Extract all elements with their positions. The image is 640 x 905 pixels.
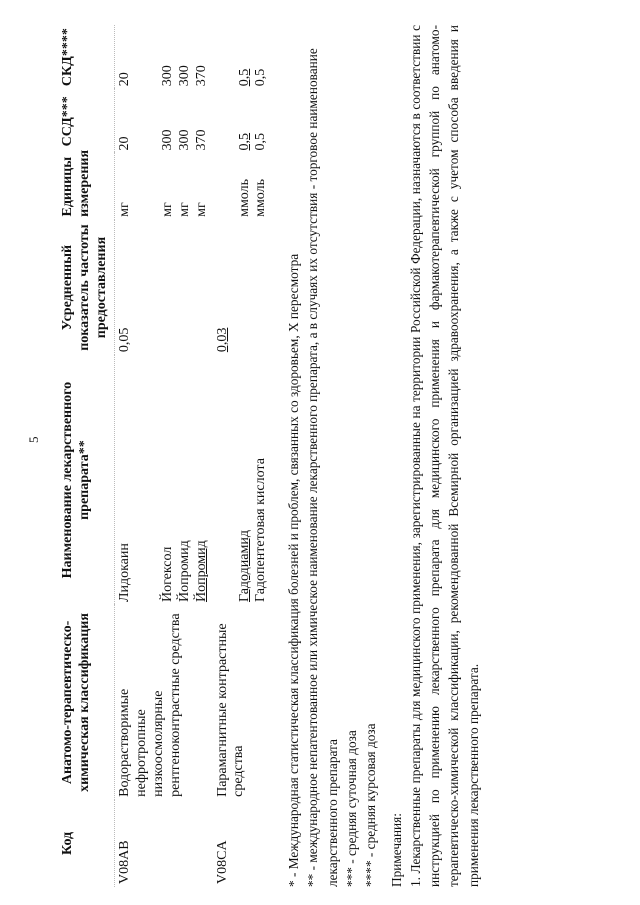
drug-unit: ммоль bbox=[236, 179, 252, 217]
group-code: V08AB bbox=[117, 840, 133, 884]
group-atc: Парамагнитные контрастные средства bbox=[214, 623, 247, 797]
drug-table bbox=[56, 25, 272, 887]
group-frequency-value: 0,03 bbox=[214, 327, 230, 353]
drug-sdd: 0,5 bbox=[253, 132, 269, 151]
drug-unit: мг bbox=[117, 202, 133, 217]
header-name: Наименование лекарственного препарата** bbox=[56, 355, 115, 605]
table-row bbox=[115, 25, 136, 887]
group-code: V08CA bbox=[214, 840, 230, 884]
drug-unit-list bbox=[136, 153, 212, 219]
drug-name-list bbox=[213, 355, 273, 605]
drug-skd: 300 bbox=[176, 65, 192, 87]
footnote-1: * - Международная статистическая классификация болезней и проблем, связанных со здоровьем, X пересмотра bbox=[286, 253, 302, 887]
drug-skd: 370 bbox=[193, 65, 209, 87]
drug-name-list bbox=[136, 355, 212, 605]
drug-sdd-list bbox=[136, 89, 212, 153]
group-atc: Водорастворимые нефротропные низкоосмолярные рентгеноконтрастные средства bbox=[117, 613, 183, 797]
footnote-4: **** - средняя курсовая доза bbox=[363, 723, 379, 887]
drug-name: Гадопентетовая кислота bbox=[253, 458, 269, 603]
drug-sdd: 370 bbox=[193, 129, 209, 151]
drug-name: Йогексол bbox=[160, 546, 176, 603]
drug-skd: 0,5 bbox=[236, 68, 252, 87]
drug-sdd: 20 bbox=[117, 136, 133, 151]
header-frequency: Усредненный показатель частоты предоставления bbox=[56, 220, 115, 355]
drug-skd-list bbox=[136, 25, 212, 89]
drug-sdd: 0,5 bbox=[236, 132, 252, 151]
header-atc: Анатомо-терапевтическо-химическая классификация bbox=[56, 605, 115, 800]
drug-unit-list bbox=[213, 153, 273, 219]
footnotes bbox=[284, 25, 483, 887]
table-row bbox=[213, 25, 273, 887]
drug-skd-list bbox=[213, 25, 273, 89]
drug-name: Гадодиамид bbox=[236, 530, 252, 603]
drug-name: Йопромид bbox=[176, 540, 192, 603]
header-sdd: ССД*** bbox=[56, 89, 115, 153]
document-sheet bbox=[56, 25, 631, 887]
drug-unit: мг bbox=[160, 202, 176, 217]
drug-skd: 20 bbox=[117, 72, 133, 87]
drug-name: Йопромид bbox=[193, 540, 209, 603]
drug-unit: ммоль bbox=[253, 179, 269, 217]
drug-sdd: 300 bbox=[176, 129, 192, 151]
header-unit: Единицы измерения bbox=[56, 153, 115, 219]
remarks-title: Примечания: bbox=[388, 813, 404, 887]
drug-unit: мг bbox=[193, 202, 209, 217]
header-code: Код bbox=[56, 800, 115, 887]
header-skd: СКД**** bbox=[56, 25, 115, 89]
drug-name: Лидокаин bbox=[117, 543, 133, 603]
drug-sdd-list bbox=[213, 89, 273, 153]
drug-sdd: 300 bbox=[160, 129, 176, 151]
footnote-3: *** - средняя суточная доза bbox=[343, 730, 359, 887]
remark-1: 1. Лекарственные препараты для медицинского применения, зарегистрированные на территории Российской Федерации, назначаются в соответствии с инструкцией по применению лекарственного препарата для медицинского применения и фармакотерапевтической группой по анатомо-терапевтическо-химической классификации, рекомендованной Всемирной организацией здравоохранения, а также с учетом способа введения и применения лекарственного препарата. bbox=[407, 25, 481, 887]
table-header-row bbox=[56, 25, 115, 887]
drug-skd: 0,5 bbox=[253, 68, 269, 87]
group-frequency bbox=[213, 220, 273, 355]
footnote-2: ** - международное непатентованное или химическое наименование лекарственного препарата, а в случаях их отсутствия - торговое наименование лекарственного препарата bbox=[305, 48, 340, 887]
drug-skd: 300 bbox=[160, 65, 176, 87]
group-frequency: 0,05 bbox=[117, 327, 133, 353]
drug-unit: мг bbox=[176, 202, 192, 217]
page-number: 5 bbox=[26, 436, 41, 443]
